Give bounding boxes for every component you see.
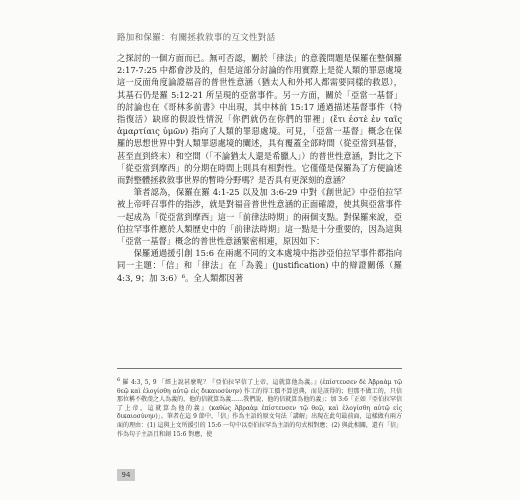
main-text xyxy=(117,52,402,284)
footnote-divider xyxy=(117,368,402,369)
page-number: 94 xyxy=(117,469,135,481)
paragraph-1: 之探討的一個方面而已。無可否認，關於「律法」的意義問題是保羅在整個羅 2:17-7:25 中都會涉及的，但是這部分討論的作用實際上是從人類的罪惡處境這一反面角度論證福音的普世性意涵（猶太人和外邦人都需要同樣的救恩），其基石仍是羅 5:12-21 所呈現的亞當事件。另一方面，關於「亞當一基督」的討論也在《哥林多前書》中出現，其中林前 15:17 通過描述基督事件（特指復活）缺席的假設性情況「你們就仍在你們的罪裡」(ἔτι ἐστὲ ἐν ταῖς ἁμαρτίαις ὑμῶν) 指向了人類的罪惡處境。可見，「亞當一基督」概念在保羅的思想世界中對人類罪惡處境的闡述，具有覆蓋全部時間（從亞當到基督，甚至直到終末）和空間（「不論猶太人還是希臘人」）的普世性意涵，對比之下「從亞當到摩西」的分期在時間上則具有相對性。它僅僅是保羅為了方便論述而對整體拯救敘事世界的暫時分野嗎？是否具有更深刻的意涵？ xyxy=(117,53,402,186)
footnote-text: 羅 4:3, 5, 9 「經上說甚麼呢？『亞伯拉罕信了上帝，這就算他為義。』(ἐπίστευσεν δὲ Ἀβραὰμ τῷ θεῷ καὶ ἐλογίσθη αὐτῷ εἰς δικαιοσύνην) 作工的得工價不算恩典，而是該得的；但那不做工的，只信那位稱不敬虔之人為義的，他的信就算為義……我們說，他的信就算為他的義」；加 3:6「正如『亞伯拉罕信了上帝，這就算為他的義』(καθὼς Ἀβραὰμ ἐπίστευσεν τῷ θεῷ, καὶ ἐλογίσθη αὐτῷ εἰς δικαιοσύνην)」。筆者在這 9 節中，「信」作為主語的原文句法「講解」出現在此句最前面，這樣做有兩方面的理由：(1) 這與上文所援引的 15:6 一句中以亞伯拉罕為主語的句式相對應；(2) 與此相關，還有「信」作為句子主語且和創 15:6 對應，使 xyxy=(117,379,402,438)
running-title: 路加和保羅：有關拯救敘事的互文性對話 xyxy=(117,33,276,43)
footnote xyxy=(117,376,402,439)
paragraph-2: 筆者認為，保羅在羅 4:1-25 以及加 3:6-29 中對《創世記》中亞伯拉罕被上帝呼召事件的指涉，就是對福音普世性意涵的正面確證，使其與亞當事件一起成為「從亞當到摩西」這一「前律法時期」的兩個支點。對保羅來說，亞伯拉罕事件應於人類歷史中的「前律法時期」這一點是十分重要的，因為這與「亞當一基督」概念的普世性意涵緊密相連，原因如下： xyxy=(117,187,402,247)
footnote-marker: 6 xyxy=(117,377,121,383)
paragraph-3: 保羅通過援引創 15:6 在兩處不同的文本處境中指涉亞伯拉罕事件都指向同一主題：「信」和「律法」在「為義」(justification) 中的辯證關係（羅 4:3, 9；加 3:6）⁶。全人類都因著 xyxy=(117,248,402,283)
